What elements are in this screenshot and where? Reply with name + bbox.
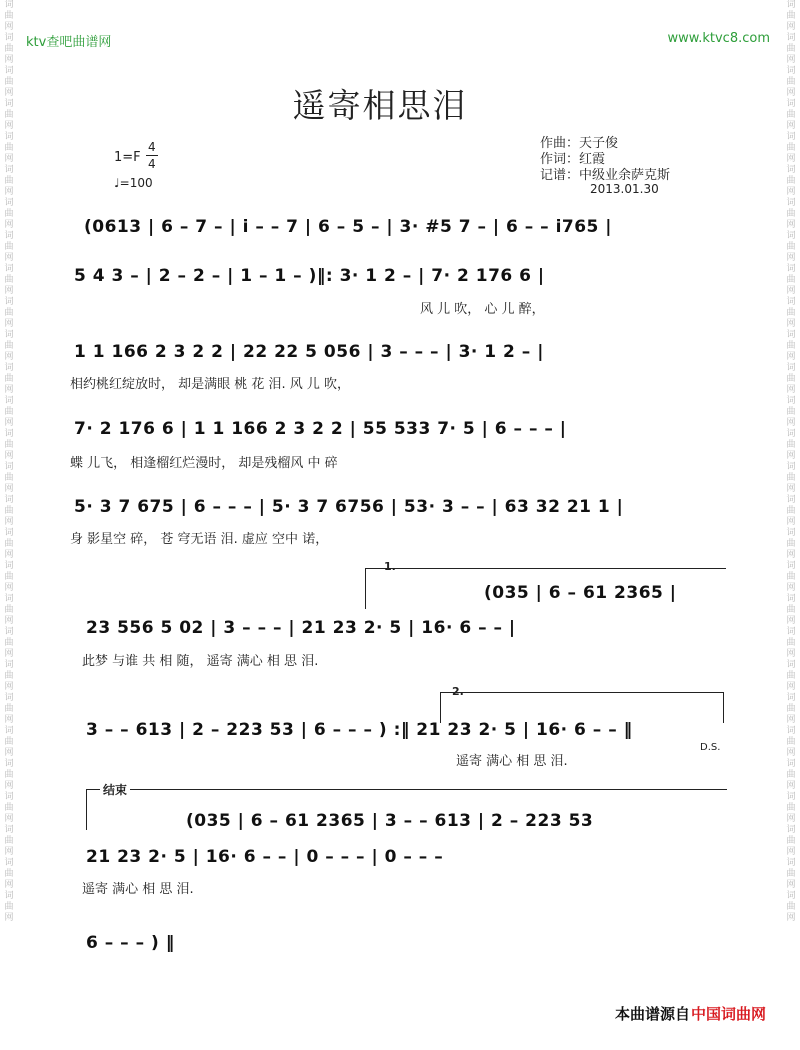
watermark-glyph: 词 (786, 429, 796, 439)
watermark-glyph: 曲 (786, 242, 796, 252)
watermark-glyph: 网 (4, 22, 14, 32)
watermark-glyph: 曲 (786, 869, 796, 879)
watermark-glyph: 网 (786, 418, 796, 428)
watermark-glyph: 词 (4, 561, 14, 571)
credits (540, 136, 670, 184)
watermark-glyph: 网 (4, 484, 14, 494)
watermark-glyph: 网 (4, 88, 14, 98)
watermark-glyph: 词 (786, 726, 796, 736)
lyrics-line-7: 遥寄 满心 相 思 泪. (456, 754, 568, 769)
watermark-glyph: 曲 (4, 473, 14, 483)
watermark-glyph: 词 (786, 99, 796, 109)
score-line-6-upper: (035 | 6 – 61 2365 | (484, 583, 677, 603)
watermark-glyph: 词 (786, 759, 796, 769)
watermark-glyph: 曲 (786, 902, 796, 912)
watermark-glyph: 词 (4, 891, 14, 901)
watermark-glyph: 词 (786, 231, 796, 241)
watermark-glyph: 网 (4, 352, 14, 362)
watermark-glyph: 曲 (786, 572, 796, 582)
watermark-glyph: 曲 (786, 308, 796, 318)
watermark-glyph: 曲 (786, 638, 796, 648)
watermark-glyph: 网 (786, 880, 796, 890)
watermark-glyph: 网 (4, 220, 14, 230)
watermark-glyph: 曲 (4, 605, 14, 615)
watermark-glyph: 网 (786, 616, 796, 626)
watermark-glyph: 曲 (4, 275, 14, 285)
score-line-6: 23 556 5 02 | 3 – – – | 21 23 2· 5 | 16· 6 – – | (86, 618, 516, 638)
watermark-glyph: 词 (786, 627, 796, 637)
watermark-glyph: 网 (4, 451, 14, 461)
watermark-glyph: 网 (786, 550, 796, 560)
watermark-glyph: 网 (786, 682, 796, 692)
watermark-glyph: 词 (4, 594, 14, 604)
watermark-glyph: 词 (4, 396, 14, 406)
watermark-glyph: 网 (4, 154, 14, 164)
watermark-glyph: 网 (786, 319, 796, 329)
composer: 作曲：天子俊 (540, 136, 619, 151)
watermark-glyph: 词 (4, 792, 14, 802)
watermark-glyph: 网 (786, 385, 796, 395)
watermark-glyph: 网 (4, 253, 14, 263)
watermark-glyph: 网 (786, 913, 796, 923)
watermark-glyph: 曲 (4, 704, 14, 714)
volta-number-1: 1. (384, 560, 396, 573)
lyrics-line-3: 相约桃红绽放时， 却是满眼 桃 花 泪. 风 儿 吹， (70, 377, 351, 392)
score-line-8-upper: (035 | 6 – 61 2365 | 3 – – 613 | 2 – 223 53 (186, 811, 594, 831)
score-line-3: 1 1 166 2 3 2 2 | 22 22 5 056 | 3 – – – | 3· 1 2 – | (74, 342, 544, 362)
watermark-glyph: 词 (4, 726, 14, 736)
watermark-glyph: 词 (4, 528, 14, 538)
watermark-glyph: 词 (786, 132, 796, 142)
watermark-glyph: 曲 (4, 440, 14, 450)
watermark-glyph: 网 (786, 286, 796, 296)
watermark-glyph: 网 (786, 154, 796, 164)
header-left-site[interactable]: ktv查吧曲谱网 (26, 35, 112, 50)
watermark-glyph: 词 (786, 330, 796, 340)
right-watermark-column (782, 0, 800, 1050)
watermark-glyph: 网 (786, 715, 796, 725)
watermark-glyph: 曲 (4, 209, 14, 219)
watermark-glyph: 曲 (786, 539, 796, 549)
watermark-glyph: 词 (4, 495, 14, 505)
ending-label: 结束 (100, 781, 130, 798)
watermark-glyph: 词 (4, 363, 14, 373)
lyrics-line-8: 遥寄 满心 相 思 泪. (82, 882, 194, 897)
watermark-glyph: 网 (4, 385, 14, 395)
watermark-glyph: 网 (4, 550, 14, 560)
watermark-glyph: 曲 (786, 737, 796, 747)
volta-number-2: 2. (452, 685, 464, 698)
watermark-glyph: 词 (4, 132, 14, 142)
watermark-glyph: 词 (4, 66, 14, 76)
watermark-glyph: 词 (4, 198, 14, 208)
watermark-glyph: 曲 (786, 836, 796, 846)
volta-bracket-2 (440, 692, 724, 723)
watermark-glyph: 曲 (786, 11, 796, 21)
watermark-glyph: 网 (786, 220, 796, 230)
header-right-site[interactable]: www.ktvc8.com (667, 31, 770, 46)
watermark-glyph: 网 (786, 451, 796, 461)
watermark-glyph: 词 (4, 165, 14, 175)
watermark-glyph: 词 (786, 825, 796, 835)
watermark-glyph: 词 (786, 165, 796, 175)
watermark-glyph: 网 (4, 748, 14, 758)
watermark-glyph: 曲 (4, 308, 14, 318)
watermark-glyph: 词 (786, 396, 796, 406)
watermark-glyph: 网 (4, 682, 14, 692)
watermark-glyph: 词 (4, 429, 14, 439)
watermark-glyph: 曲 (786, 671, 796, 681)
watermark-glyph: 曲 (4, 407, 14, 417)
lyrics-line-2: 风 儿 吹， 心 儿 醉， (420, 302, 545, 317)
score-line-8: 21 23 2· 5 | 16· 6 – – | 0 – – – | 0 – – – (86, 847, 444, 867)
watermark-glyph: 曲 (4, 11, 14, 21)
watermark-glyph: 曲 (786, 341, 796, 351)
lyrics-line-4: 蝶 儿飞， 相逢榴红烂漫时， 却是残榴风 中 碎 (70, 456, 338, 471)
watermark-glyph: 曲 (786, 440, 796, 450)
transcriber: 记谱：中级业余萨克斯 (540, 168, 671, 183)
watermark-glyph: 曲 (4, 143, 14, 153)
watermark-glyph: 曲 (4, 539, 14, 549)
watermark-glyph: 词 (786, 198, 796, 208)
watermark-glyph: 曲 (4, 737, 14, 747)
watermark-glyph: 网 (786, 484, 796, 494)
watermark-glyph: 网 (4, 319, 14, 329)
watermark-glyph: 曲 (4, 572, 14, 582)
watermark-glyph: 曲 (786, 110, 796, 120)
watermark-glyph: 网 (4, 649, 14, 659)
watermark-glyph: 网 (786, 187, 796, 197)
watermark-glyph: 词 (786, 0, 796, 10)
watermark-glyph: 网 (786, 583, 796, 593)
score-line-9: 6 – – – ) ‖ (86, 933, 175, 953)
score-line-1: (0613 | 6 – 7 – | i – – 7 | 6 – 5 – | 3· #5 7 – | 6 – – i765 | (84, 217, 613, 237)
watermark-glyph: 网 (4, 715, 14, 725)
watermark-glyph: 网 (4, 286, 14, 296)
time-denominator: 4 (148, 157, 156, 171)
watermark-glyph: 网 (786, 517, 796, 527)
watermark-glyph: 词 (4, 825, 14, 835)
watermark-glyph: 词 (786, 66, 796, 76)
score-line-7: 3 – – 613 | 2 – 223 53 | 6 – – – ) :‖ 21 23 2· 5 | 16· 6 – – ‖ (86, 720, 633, 740)
watermark-glyph: 曲 (4, 869, 14, 879)
watermark-glyph: 词 (786, 495, 796, 505)
watermark-glyph: 词 (786, 297, 796, 307)
watermark-glyph: 曲 (786, 209, 796, 219)
watermark-glyph: 网 (786, 22, 796, 32)
score-line-5: 5· 3 7 675 | 6 – – – | 5· 3 7 6756 | 53· 3 – – | 63 32 21 1 | (74, 497, 624, 517)
lyricist: 作词：红霞 (540, 152, 606, 167)
watermark-glyph: 曲 (786, 407, 796, 417)
watermark-glyph: 词 (786, 561, 796, 571)
watermark-glyph: 词 (786, 858, 796, 868)
watermark-glyph: 曲 (4, 374, 14, 384)
watermark-glyph: 曲 (786, 704, 796, 714)
watermark-glyph: 词 (786, 528, 796, 538)
dal-segno-mark: D.S. (700, 742, 721, 753)
watermark-glyph: 词 (4, 660, 14, 670)
watermark-glyph: 网 (786, 814, 796, 824)
watermark-glyph: 网 (4, 55, 14, 65)
watermark-glyph: 网 (4, 814, 14, 824)
watermark-glyph: 词 (4, 693, 14, 703)
watermark-glyph: 曲 (786, 176, 796, 186)
watermark-glyph: 曲 (786, 770, 796, 780)
watermark-glyph: 网 (786, 352, 796, 362)
watermark-glyph: 曲 (786, 473, 796, 483)
watermark-glyph: 词 (786, 264, 796, 274)
watermark-glyph: 曲 (786, 44, 796, 54)
watermark-glyph: 网 (4, 187, 14, 197)
watermark-glyph: 曲 (4, 638, 14, 648)
watermark-glyph: 曲 (786, 506, 796, 516)
watermark-glyph: 词 (4, 330, 14, 340)
left-watermark-column (0, 0, 18, 1050)
watermark-glyph: 曲 (4, 671, 14, 681)
watermark-glyph: 曲 (4, 506, 14, 516)
watermark-glyph: 词 (4, 759, 14, 769)
watermark-glyph: 词 (786, 33, 796, 43)
watermark-glyph: 网 (4, 880, 14, 890)
watermark-glyph: 曲 (786, 275, 796, 285)
watermark-glyph: 网 (4, 913, 14, 923)
watermark-glyph: 网 (4, 847, 14, 857)
watermark-glyph: 曲 (4, 341, 14, 351)
watermark-glyph: 网 (786, 55, 796, 65)
lyrics-line-5: 身 影星空 碎， 苍 穹无语 泪. 虚应 空中 诺， (70, 532, 329, 547)
watermark-glyph: 词 (4, 33, 14, 43)
watermark-glyph: 网 (786, 748, 796, 758)
watermark-glyph: 词 (786, 363, 796, 373)
watermark-glyph: 曲 (786, 374, 796, 384)
watermark-glyph: 网 (4, 781, 14, 791)
time-fraction-line (146, 155, 158, 156)
watermark-glyph: 网 (4, 517, 14, 527)
footer-source-label: 本曲谱源自 (614, 1005, 690, 1023)
watermark-glyph: 曲 (4, 836, 14, 846)
watermark-glyph: 词 (4, 858, 14, 868)
lyrics-line-6: 此梦 与谁 共 相 随， 遥寄 满心 相 思 泪. (82, 654, 319, 669)
watermark-glyph: 网 (786, 121, 796, 131)
watermark-glyph: 曲 (786, 803, 796, 813)
watermark-glyph: 词 (786, 660, 796, 670)
watermark-glyph: 网 (786, 847, 796, 857)
watermark-glyph: 网 (4, 583, 14, 593)
watermark-glyph: 网 (4, 418, 14, 428)
watermark-glyph: 网 (786, 649, 796, 659)
watermark-glyph: 词 (4, 0, 14, 10)
watermark-glyph: 曲 (4, 242, 14, 252)
key-signature: 1=F (114, 150, 141, 165)
watermark-glyph: 网 (786, 253, 796, 263)
watermark-glyph: 曲 (786, 143, 796, 153)
watermark-glyph: 词 (786, 462, 796, 472)
watermark-glyph: 网 (4, 121, 14, 131)
watermark-glyph: 曲 (4, 44, 14, 54)
watermark-glyph: 曲 (4, 77, 14, 87)
watermark-glyph: 曲 (786, 77, 796, 87)
watermark-glyph: 网 (786, 88, 796, 98)
watermark-glyph: 词 (4, 99, 14, 109)
score-line-4: 7· 2 176 6 | 1 1 166 2 3 2 2 | 55 533 7· 5 | 6 – – – | (74, 419, 567, 439)
watermark-glyph: 词 (4, 462, 14, 472)
watermark-glyph: 网 (4, 616, 14, 626)
watermark-glyph: 曲 (4, 770, 14, 780)
watermark-glyph: 曲 (4, 110, 14, 120)
time-numerator: 4 (148, 140, 156, 154)
watermark-glyph: 曲 (4, 902, 14, 912)
watermark-glyph: 曲 (4, 803, 14, 813)
watermark-glyph: 词 (4, 627, 14, 637)
song-title: 遥寄相思泪 (292, 86, 468, 125)
watermark-glyph: 词 (786, 594, 796, 604)
transcription-date: 2013.01.30 (590, 182, 659, 196)
footer-source-site[interactable]: 中国词曲网 (690, 1005, 766, 1023)
watermark-glyph: 网 (786, 781, 796, 791)
watermark-glyph: 词 (4, 264, 14, 274)
watermark-glyph: 曲 (786, 605, 796, 615)
watermark-glyph: 词 (786, 891, 796, 901)
watermark-glyph: 词 (4, 297, 14, 307)
tempo-marking: ♩=100 (114, 176, 153, 190)
watermark-glyph: 词 (4, 231, 14, 241)
score-line-2: 5 4 3 – | 2 – 2 – | 1 – 1 – )‖: 3· 1 2 – | 7· 2 176 6 | (74, 266, 545, 286)
watermark-glyph: 词 (786, 792, 796, 802)
watermark-glyph: 词 (786, 693, 796, 703)
watermark-glyph: 曲 (4, 176, 14, 186)
